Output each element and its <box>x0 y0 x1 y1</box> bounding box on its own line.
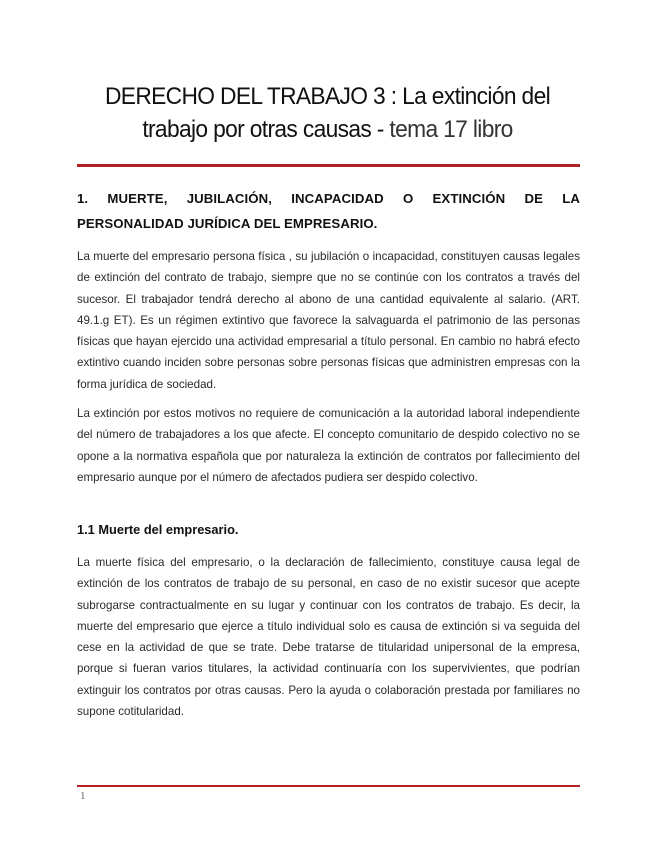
document-title <box>79 80 577 146</box>
section-1-1-heading: 1.1 Muerte del empresario. <box>77 522 239 537</box>
section-1-heading-line2: PERSONALIDAD JURÍDICA DEL EMPRESARIO. <box>77 216 378 231</box>
section-1-heading-line1: 1. MUERTE, JUBILACIÓN, INCAPACIDAD O EXTINCIÓN DE LA <box>77 191 580 206</box>
section-1-paragraph-1: La muerte del empresario persona física , su jubilación o incapacidad, constituyen causas legales de extinción del contrato de trabajo, siempre que no se continúe con los contratos a través del sucesor. El trabajador tendrá derecho al abono de una cantidad equivalente al salario. (ART. 49.1.g ET). Es un régimen extintivo que favorece la salvaguarda el patrimonio de las personas físicas que hayan ejercido una actividad empresarial a título personal. En cambio no habrá efecto extintivo cuando inciden sobre personas sobre personas físicas que administren empresas con la forma jurídica de sociedad. <box>77 250 580 391</box>
footer-divider <box>77 785 580 787</box>
section-1-paragraph-2: La extinción por estos motivos no requiere de comunicación a la autoridad laboral independiente del número de trabajadores a los que afecte. El concepto comunitario de despido colectivo no se opone a la normativa española que por naturaleza la extinción de contratos por fallecimiento del empresario aunque por el número de afectados pudiera ser despido colectivo. <box>77 407 580 484</box>
page-number: 1 <box>80 790 86 802</box>
section-1-heading <box>77 186 580 236</box>
document-title-main: DERECHO DEL TRABAJO 3 : La extinción del trabajo por otras causas - <box>104 83 551 143</box>
title-divider <box>77 164 580 167</box>
document-title-suffix: tema 17 libro <box>389 116 513 143</box>
section-1-1-paragraph: La muerte física del empresario, o la declaración de fallecimiento, constituye causa legal de extinción de los contratos de trabajo de su personal, en caso de no existir sucesor que acepte subrogarse contractualmente en su lugar y continuar con los contratos de trabajo. Es decir, la muerte del empresario que ejerce a título individual solo es causa de extinción si va seguida del cese en la actividad de que se trate. Debe tratarse de titularidad unipersonal de la empresa, porque si fueran varios titulares, la actividad continuaría con los supervivientes, que podrían extinguir los contratos por otras causas. Pero la ayuda o colaboración prestada por familiares no supone cotitularidad. <box>77 556 580 719</box>
